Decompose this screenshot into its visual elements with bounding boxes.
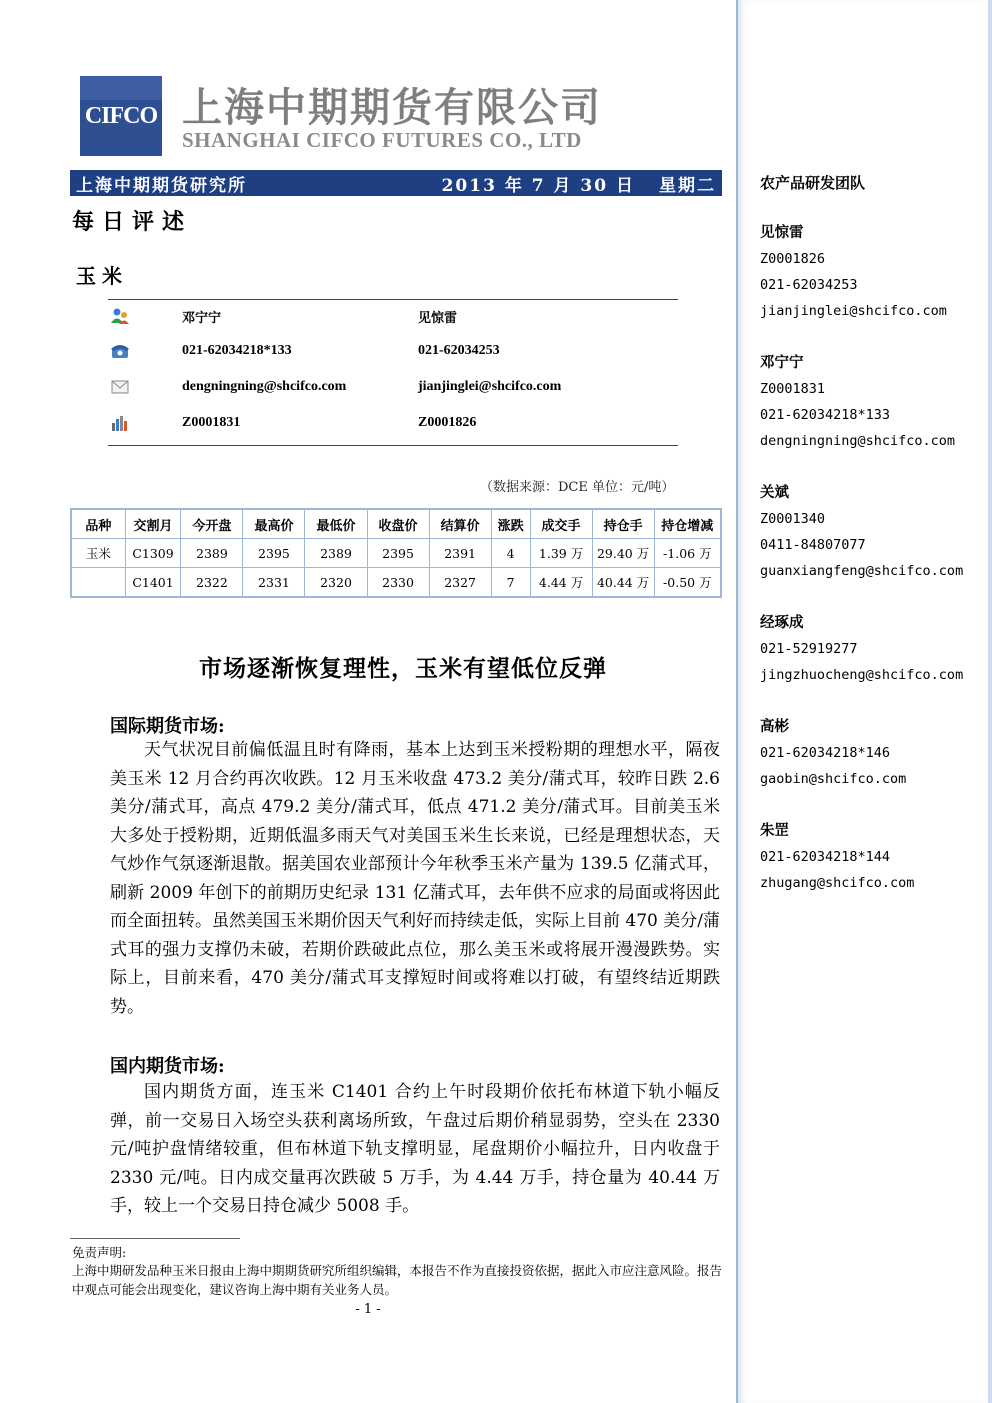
institute-name: 上海中期期货研究所	[76, 175, 247, 196]
table-header-cell: 交割月	[125, 509, 181, 539]
section-title-international: 国际期货市场:	[110, 716, 225, 737]
header-bar	[70, 170, 722, 196]
table-cell: 1.39 万	[530, 539, 592, 568]
member-email[interactable]: gaobin@shcifco.com	[760, 771, 907, 787]
table-header-cell: 结算价	[429, 509, 491, 539]
analyst-id-1: Z0001831	[182, 415, 241, 430]
member-phone: 0411-84807077	[760, 537, 866, 553]
member-name: 经琢成	[760, 615, 804, 631]
member-email[interactable]: jianjinglei@shcifco.com	[760, 303, 947, 319]
analyst-email-2[interactable]: jianjinglei@shcifco.com	[418, 379, 562, 394]
member-id: Z0001826	[760, 251, 826, 267]
analyst-name-2: 见惊雷	[418, 310, 458, 326]
member-phone: 021-62034218*146	[760, 745, 891, 761]
team-member	[760, 610, 963, 688]
section-title-domestic: 国内期货市场:	[110, 1056, 225, 1077]
table-cell: -0.50 万	[654, 568, 721, 598]
table-cell	[71, 568, 125, 598]
report-date: 2013 年 7 月 30 日	[441, 175, 635, 196]
logo-mark: CIFCO	[84, 102, 158, 129]
table-row	[71, 539, 721, 568]
member-email[interactable]: zhugang@shcifco.com	[760, 875, 915, 891]
disclaimer-title: 免责声明:	[72, 1245, 127, 1260]
price-table	[70, 508, 722, 598]
team-member	[760, 480, 963, 584]
member-phone: 021-62034218*133	[760, 407, 891, 423]
table-cell: 4.44 万	[530, 568, 592, 598]
disclaimer-text: 上海中期研发品种玉米日报由上海中期期货研究所组织编辑，本报告不作为直接投资依据，据此入市应注意风险。报告中观点可能会出现变化，建议咨询上海中期有关业务人员。	[72, 1263, 723, 1297]
team-member	[760, 220, 947, 324]
table-cell: 2322	[181, 568, 243, 598]
analyst-phone-1: 021-62034218*133	[182, 343, 292, 358]
table-cell: 2327	[429, 568, 491, 598]
daily-title: 每日评述	[72, 209, 193, 235]
member-name: 见惊雷	[760, 225, 804, 241]
analyst-phone-2: 021-62034253	[418, 343, 500, 358]
team-member	[760, 714, 906, 792]
member-phone: 021-62034253	[760, 277, 858, 293]
report-weekday: 星期二	[659, 175, 716, 196]
member-phone: 021-52919277	[760, 641, 858, 657]
person-icon	[110, 307, 130, 325]
table-cell: 2331	[243, 568, 305, 598]
table-cell: 29.40 万	[592, 539, 654, 568]
analyst-name-1: 邓宁宁	[182, 310, 222, 326]
member-name: 高彬	[760, 719, 789, 735]
article-headline: 市场逐渐恢复理性，玉米有望低位反弹	[199, 655, 607, 682]
table-cell: C1309	[125, 539, 181, 568]
table-header-cell: 品种	[71, 509, 125, 539]
table-header-cell: 持仓手	[592, 509, 654, 539]
team-member	[760, 350, 955, 454]
table-cell: 2389	[181, 539, 243, 568]
table-cell: 2395	[367, 539, 429, 568]
member-name: 朱罡	[760, 823, 789, 839]
table-cell: 40.44 万	[592, 568, 654, 598]
member-id: Z0001340	[760, 511, 826, 527]
table-cell: 2330	[367, 568, 429, 598]
table-cell: -1.06 万	[654, 539, 721, 568]
table-header-cell: 持仓增减	[654, 509, 721, 539]
table-header-cell: 最高价	[243, 509, 305, 539]
team-title: 农产品研发团队	[760, 174, 866, 192]
member-name: 邓宁宁	[760, 355, 804, 371]
paragraph-international: 天气状况目前偏低温且时有降雨，基本上达到玉米授粉期的理想水平，隔夜美玉米 12 月合约再次收跌。12 月玉米收盘 473.2 美分/蒲式耳，较昨日跌 2.6 美分/蒲式耳，高点 479.2 美分/蒲式耳，低点 471.2 美分/蒲式耳。目前美玉米大多处于授粉期，近期低温多雨天气对美国玉米生长来说，已经是理想状态，天气炒作气氛逐渐退散。据美国农业部预计今年秋季玉米产量为 139.5 亿蒲式耳，刷新 2009 年创下的前期历史纪录 131 亿蒲式耳，去年供不应求的局面或将因此而全面扭转。虽然美国玉米期价因天气利好而持续走低，实际上目前 470 美分/蒲式耳的强力支撑仍未破，若期价跌破此点位，那么美玉米或将展开漫漫跌势。实际上，目前来看，470 美分/蒲式耳支撑短时间或将难以打破，有望终结近期跌势。	[110, 740, 720, 1017]
table-cell: 2391	[429, 539, 491, 568]
table-cell: 2320	[305, 568, 367, 598]
analyst-email-1[interactable]: dengningning@shcifco.com	[182, 379, 347, 394]
member-email[interactable]: guanxiangfeng@shcifco.com	[760, 563, 964, 579]
member-id: Z0001831	[760, 381, 826, 397]
table-cell: 4	[491, 539, 530, 568]
company-name-en: SHANGHAI CIFCO FUTURES CO., LTD	[182, 128, 582, 152]
analyst-id-2: Z0001826	[418, 415, 477, 430]
disclaimer-divider	[70, 1238, 240, 1239]
cifco-logo	[80, 76, 162, 156]
table-header-cell: 今开盘	[181, 509, 243, 539]
table-header-cell: 涨跌	[491, 509, 530, 539]
table-cell: C1401	[125, 568, 181, 598]
envelope-icon	[110, 378, 130, 396]
company-name-cn: 上海中期期货有限公司	[182, 85, 602, 131]
member-email[interactable]: dengningning@shcifco.com	[760, 433, 956, 449]
phone-icon	[110, 342, 130, 360]
member-name: 关斌	[760, 485, 789, 501]
analyst-contacts	[108, 299, 678, 446]
team-member	[760, 818, 914, 896]
table-cell: 2389	[305, 539, 367, 568]
team-sidebar	[736, 0, 992, 1403]
table-row	[71, 568, 721, 598]
table-cell: 2395	[243, 539, 305, 568]
bar-chart-icon	[110, 414, 130, 432]
table-header-cell: 收盘价	[367, 509, 429, 539]
table-header-cell: 成交手	[530, 509, 592, 539]
page-number: - 1 -	[355, 1302, 381, 1317]
table-cell: 7	[491, 568, 530, 598]
member-email[interactable]: jingzhuocheng@shcifco.com	[760, 667, 964, 683]
product-title: 玉米	[76, 264, 128, 288]
table-header-row	[71, 509, 721, 539]
member-phone: 021-62034218*144	[760, 849, 891, 865]
data-source-note: （数据来源：DCE 单位：元/吨）	[480, 480, 675, 495]
table-cell: 玉米	[71, 539, 125, 568]
paragraph-domestic: 国内期货方面，连玉米 C1401 合约上午时段期价依托布林道下轨小幅反弹，前一交易日入场空头获利离场所致，午盘过后期价稍显弱势，空头在 2330 元/吨护盘情绪较重，但布林道下轨支撑明显，尾盘期价小幅拉升，日内收盘于 2330 元/吨。日内成交量再次跌破 5 万手，为 4.44 万手，持仓量为 40.44 万手，较上一个交易日持仓减少 5008 手。	[110, 1082, 720, 1216]
table-header-cell: 最低价	[305, 509, 367, 539]
